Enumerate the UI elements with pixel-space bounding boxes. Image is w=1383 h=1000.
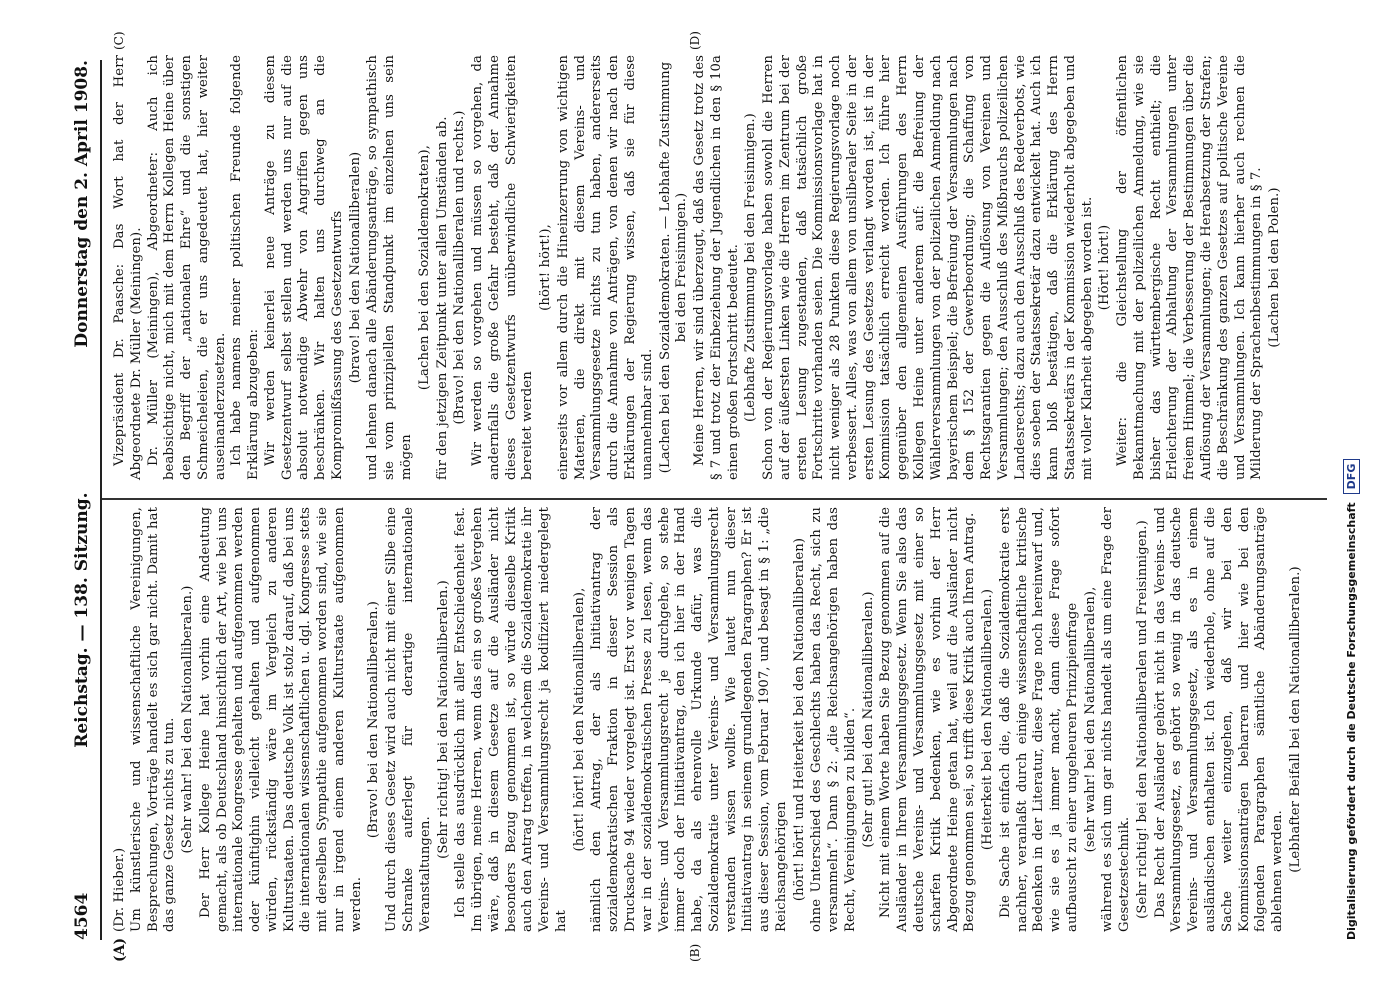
left-interjection: (Heiterkeit bei den Nationalliberalen.)	[980, 588, 996, 851]
page-header	[70, 60, 94, 940]
right-paragraph: Wir werden keinerlei neue Anträge zu diesem Gesetzentwurf selbst stellen und werden uns nur auf die absolut notwendige Abwehr von Angriffen gegen uns beschränken. Wir halten uns durchweg an die Kompromißfassung des Gesetzentwurfs	[262, 55, 345, 480]
right-paragraph: für den jetzigen Zeitpunkt unter allen Umständen ab.	[434, 116, 450, 480]
left-paragraph: Um künstlerische und wissenschaftliche Vereinigungen, Besprechungen, Vorträge handelt es sich gar nicht. Damit hat das ganze Gesetz nichts zu tun.	[128, 507, 178, 932]
right-paragraph: Weiter: die Gleichstellung der öffentlichen Bekanntmachung mit der polizeilichen Anmeldung, wie sie bisher das württembergische Recht enthielt; die Erleichterung der Abhaltung der Versammlungen unter freiem Himmel; die Verbesserung der Bestimmungen über die Auflösung der Versammlungen; die Herabsetzung der Strafen; die Beschränkung des ganzen Gesetzes auf politische Vereine und Versammlungen. Ich kann hierher auch rechnen die Milderung der Sprachenbestimmungen in § 7.	[1115, 55, 1265, 480]
right-paragraph: Wir werden so vorgehen und müssen so vorgehen, da andernfalls die große Gefahr besteht, daß der Annahme dieses Gesetzentwurfs unüberwindliche Schwierigkeiten bereitet werden	[470, 55, 536, 480]
right-paragraph: Meine Herren, wir sind überzeugt, daß das Gesetz trotz des § 7 und trotz der Einbeziehung der Jugendlichen in den § 10a einen großen Fortschritt bedeutet.	[692, 55, 741, 480]
left-interjection: (Lebhafter Beifall bei den Nationalliberalen.)	[1287, 566, 1303, 873]
right-paragraph: Dr. Müller (Meiningen), Abgeordneter: Auch ich beabsichtige nicht, mich mit dem Herrn Kollegen Heine über den Begriff der „nationalen Ehre“ und die sonstigen Schmeicheleien, die er uns angedeutet hat, hier weiter auseinanderzusetzen.	[145, 55, 228, 480]
left-paragraph: ohne Unterschied des Geschlechts haben das Recht, sich zu versammeln“. Dann § 2: „die Reichsangehörigen haben das Recht, Vereinigungen zu bilden“.	[809, 507, 858, 932]
left-paragraph: Die Sache ist einfach die, daß die Sozialdemokratie erst nachher, veranlaßt durch einige wissenschaftliche kritische Bedenken in der Literatur, diese Frage noch hereinwarf und, wie sie es ja immer macht, dann diese Frage sofort aufbauscht zu einer ungeheuren Prinzipienfrage	[997, 507, 1080, 932]
page-number: 4564	[72, 892, 92, 940]
left-column	[112, 507, 1306, 932]
column-divider	[102, 499, 1327, 501]
left-paragraph: Nicht mit einem Worte haben Sie Bezug genommen auf die Ausländer in Ihrem Versammlungsgesetz. Wenn Sie also das deutsche Vereins- und Versammlungsgesetz mit einer so scharfen Kritik bedenken, wie es vorhin der Herr Abgeordnete Heine getan hat, weil auf die Ausländer nicht Bezug genommen sei, so trifft diese Kritik auch Ihren Antrag.	[878, 507, 978, 932]
right-paragraph: einerseits vor allem durch die Hineinzerrung von wichtigen Materien, die direkt mit diesem Vereins- und Versammlungsgesetze nichts zu tun haben, andererseits durch die Annahme von Anträgen, von denen wir nach den Erklärungen der Regierung wissen, daß sie für diese unannehmbar sind.	[555, 55, 655, 480]
credit-text: Digitalisierung gefördert durch die Deutsche Forschungsgemeinschaft	[1344, 502, 1358, 940]
left-interjection: (Sehr wahr! bei den Nationalliberalen.)	[180, 585, 196, 854]
left-paragraph: nämlich den Antrag, der als Initiativantrag der sozialdemokratischen Fraktion in dieser Session als Drucksache 94 wieder vorgelegt ist. Erst vor wenigen Tagen war in der sozialdemokratischen Presse zu lesen, wenn das Vereins- und Versammlungsrecht je durchgehe, so stehe immer doch der Initiativantrag, den ich hier in der Hand habe, da als ehrenvolle Urkunde dafür, was die Sozialdemokratie unter Vereins- und Versammlungsrecht verstanden wissen wollte. Wie lautet nun dieser Initiativantrag in seinem grundlegenden Paragraphen? Er ist aus dieser Session, vom Februar 1907, und besagt in § 1: „die Reichsangehörigen	[589, 507, 789, 932]
right-interjection: (Hört! hört!)	[1097, 224, 1113, 311]
right-interjection: (hört! hört!),	[538, 224, 554, 311]
left-paragraph: (Dr. Hieber.)	[112, 847, 127, 932]
right-interjection: (Lachen bei den Polen.)	[1267, 187, 1283, 348]
right-interjection: (Lachen bei den Sozialdemokraten),	[416, 144, 432, 391]
right-interjection: (bravo! bei den Nationalliberalen)	[347, 151, 363, 384]
left-interjection: (hört! hört! und Heiterkeit bei den Nationalliberalen)	[791, 537, 807, 902]
left-interjection: (sehr wahr! bei den Nationalliberalen),	[1082, 586, 1098, 853]
left-paragraph: Und durch dieses Gesetz wird auch nicht mit einer Silbe eine Schranke auferlegt für derartige internationale Veranstaltungen.	[384, 507, 433, 932]
left-paragraph: Der Herr Kollege Heine hat vorhin eine Andeutung gemacht, als ob Deutschland hinsichtlich der Art, wie bei uns internationale Kongresse gehalten und aufgenommen werden oder künftighin vielleicht gehalten und aufgenommen würden, rückständig wäre im Vergleich zu anderen Kulturstaaten. Das deutsche Volk ist stolz darauf, daß bei uns die internationalen wissenschaftlichen u. dgl. Kongresse stets mit derselben Sympathie aufgenommen worden sind, wie sie nur in irgend einem anderen Kulturstaate aufgenommen werden.	[197, 507, 364, 932]
left-interjection: (Sehr richtig! bei den Nationalliberalen.)	[435, 580, 451, 859]
right-interjection: (Lachen bei den Sozialdemokraten. — Lebhafte Zustimmung bei den Freisinnigen.)	[657, 61, 690, 474]
session-title: Reichstag. — 138. Sitzung.	[72, 492, 92, 748]
right-paragraph: und lehnen danach alle Abänderungsanträge, so sympathisch sie vom prinzipiellen Standpunkt im einzelnen uns sein mögen	[365, 55, 415, 480]
digitization-credit	[1340, 60, 1362, 940]
right-column	[112, 55, 1285, 480]
left-paragraph: Das Recht der Ausländer gehört nicht in das Vereins- und Versammlungsgesetz, es gehört so wenig in das deutsche Vereins- und Versammlungsgesetz, als es in einem ausländischen enthalten ist. Ich wiederhole, ohne auf die Sache weiter einzugehen, daß wir bei den Kommissionsanträgen beharren und hier wie bei den folgenden Paragraphen sämtliche Abänderungsanträge ablehnen werden.	[1152, 507, 1286, 932]
right-paragraph: Vizepräsident Dr. Paasche: Das Wort hat der Herr Abgeordnete Dr. Müller (Meiningen).	[112, 55, 144, 480]
header-rule	[100, 60, 102, 940]
left-interjection: (Sehr richtig! bei den Nationalliberalen und Freisinnigen.)	[1134, 520, 1150, 919]
left-paragraph: während es sich um gar nichts handelt als um eine Frage der Gesetzestechnik.	[1100, 507, 1133, 932]
right-paragraph: Schon von der Regierungsvorlage haben sowohl die Herren auf der äußersten Linken wie die Herren im Zentrum bei der ersten Lesung zugestanden, daß tatsächlich große Fortschritte vorhanden seien. Die Kommissionsvorlage hat in nicht weniger als 28 Punkten diese Regierungsvorlage noch verbessert. Alles, was von allem von unsliberaler Seite in der ersten Lesung des Gesetzes verlangt worden ist, ist in der Kommission tatsächlich erreicht worden. Ich führe hier gegenüber den allgemeinen Ausführungen des Herrn Kollegen Heine unter anderem auf: die Befreiung der Wählerversammlungen von der polizeilichen Anmeldung nach bayerischem Beispiel; die Befreiung der Versammlungen nach dem § 152 der Gewerbeordnung; die Schaffung von Rechtsgarantien gegen die Auflösung von Vereinen und Versammlungen; den Ausschluß des Mißbrauchs polizeilichen Landesrechts; dazu auch den Ausschluß des Redeverbots, wie dies soeben der Staatssekretär dazu entwickelt hat. Auch ich kann bloß bestätigen, daß die Erklärung des Herrn Staatssekretärs in der Kommission wiederholt abgegeben und mit voller Klarheit abgegeben worden ist.	[761, 55, 1095, 480]
dfg-logo: DFG	[1343, 459, 1360, 495]
right-paragraph: Ich habe namens meiner politischen Freunde folgende Erklärung abzugeben:	[229, 55, 262, 480]
left-interjection: (hört! hört! bei den Nationalliberalen),	[571, 587, 587, 852]
left-interjection: (Bravo! bei den Nationalliberalen.)	[366, 600, 382, 839]
left-interjection: (Sehr gut! bei den Nationalliberalen.)	[860, 591, 876, 848]
right-interjection: (Bravo! bei den Nationalliberalen und rechts.)	[452, 110, 468, 425]
margin-mark-c: (C)	[112, 31, 126, 50]
left-paragraph: Ich stelle das ausdrücklich mit aller Entschiedenheit fest. Im übrigen, meine Herren, wenn das ein so großes Vergehen wäre, daß in diesem Gesetze auf die Ausländer nicht besonders Bezug genommen ist, so würde dieselbe Kritik auch den Antrag treffen, in welchem die Sozialdemokratie ihr Vereins- und Versammlungsrecht ja kodifiziert niedergelegt hat	[453, 507, 569, 932]
session-date: Donnerstag den 2. April 1908.	[72, 60, 92, 348]
margin-mark-a: (A)	[112, 937, 128, 962]
right-interjection: (Lebhafte Zustimmung bei den Freisinnigen.)	[743, 113, 759, 422]
margin-mark-d: (D)	[688, 31, 702, 50]
margin-mark-b: (B)	[688, 943, 702, 962]
